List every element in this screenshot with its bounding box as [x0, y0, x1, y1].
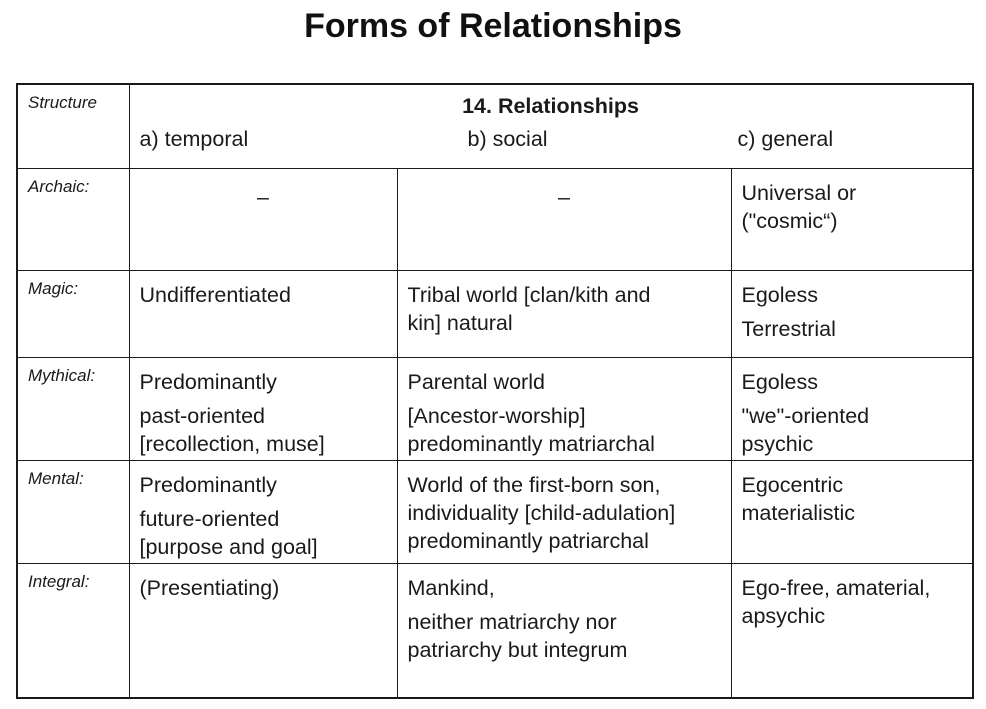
temporal-cell	[129, 270, 397, 357]
cell-line: Predominantly	[139, 369, 277, 394]
row-label-cell	[17, 270, 129, 357]
empty-dash: –	[257, 184, 269, 209]
header-cell	[129, 84, 973, 168]
row-label-magic: Magic:	[28, 278, 79, 298]
temporal-cell	[129, 357, 397, 460]
cell-line: predominantly patriarchal	[407, 528, 649, 553]
row-label-cell	[17, 460, 129, 563]
general-cell	[731, 168, 973, 270]
cell-line: Universal or	[741, 180, 857, 205]
cell-line: past-oriented	[139, 403, 265, 428]
general-cell	[731, 357, 973, 460]
cell-line: ("cosmic“)	[741, 208, 838, 233]
cell-line: [purpose and goal]	[139, 534, 318, 559]
social-cell	[397, 270, 731, 357]
general-cell	[731, 460, 973, 563]
row-label-cell	[17, 563, 129, 698]
social-cell	[397, 357, 731, 460]
row-label-cell	[17, 168, 129, 270]
table-row	[17, 563, 973, 698]
column-header-temporal: a) temporal	[139, 127, 249, 151]
structure-label: Structure	[28, 93, 97, 112]
cell-line: individuality [child-adulation]	[407, 500, 676, 525]
cell-line: materialistic	[741, 500, 855, 525]
cell-line: Mankind,	[407, 575, 495, 600]
temporal-cell	[129, 168, 397, 270]
cell-line: Undifferentiated	[139, 282, 291, 307]
row-label-archaic: Archaic:	[28, 176, 90, 196]
table-row	[17, 168, 973, 270]
cell-line: Egoless	[741, 282, 818, 307]
temporal-cell	[129, 460, 397, 563]
column-header-general: c) general	[737, 127, 834, 151]
general-cell	[731, 270, 973, 357]
row-label-mythical: Mythical:	[28, 365, 96, 385]
row-label-integral: Integral:	[28, 571, 90, 591]
row-label-cell	[17, 357, 129, 460]
table-row	[17, 460, 973, 563]
row-label-mental: Mental:	[28, 468, 84, 488]
general-cell	[731, 563, 973, 698]
cell-line: Predominantly	[139, 472, 277, 497]
cell-line: Egocentric	[741, 472, 844, 497]
cell-line: Terrestrial	[741, 316, 836, 341]
cell-line: Parental world	[407, 369, 545, 394]
cell-line: Ego-free, amaterial,	[741, 575, 931, 600]
social-cell	[397, 563, 731, 698]
cell-line: neither matriarchy nor	[407, 609, 617, 634]
temporal-cell	[129, 563, 397, 698]
corner-cell	[17, 84, 129, 168]
table-row	[17, 270, 973, 357]
cell-line: apsychic	[741, 603, 826, 628]
cell-line: Tribal world [clan/kith and	[407, 282, 651, 307]
social-cell	[397, 460, 731, 563]
cell-line: World of the first-born son,	[407, 472, 661, 497]
cell-line: predominantly matriarchal	[407, 431, 655, 456]
cell-line: psychic	[741, 431, 814, 456]
cell-line: future-oriented	[139, 506, 280, 531]
cell-line: "we"-oriented	[741, 403, 870, 428]
cell-line: (Presentiating)	[139, 575, 280, 600]
column-header-social: b) social	[467, 127, 548, 151]
header-row	[17, 84, 973, 168]
page-title: Forms of Relationships	[304, 7, 682, 45]
relationships-table	[16, 83, 974, 699]
cell-line: Egoless	[741, 369, 818, 394]
table-header-title: 14. Relationships	[462, 94, 639, 118]
social-cell	[397, 168, 731, 270]
table-row	[17, 357, 973, 460]
cell-line: kin] natural	[407, 310, 513, 335]
cell-line: patriarchy but integrum	[407, 637, 628, 662]
empty-dash: –	[558, 184, 570, 209]
cell-line: [recollection, muse]	[139, 431, 325, 456]
cell-line: [Ancestor-worship]	[407, 403, 586, 428]
